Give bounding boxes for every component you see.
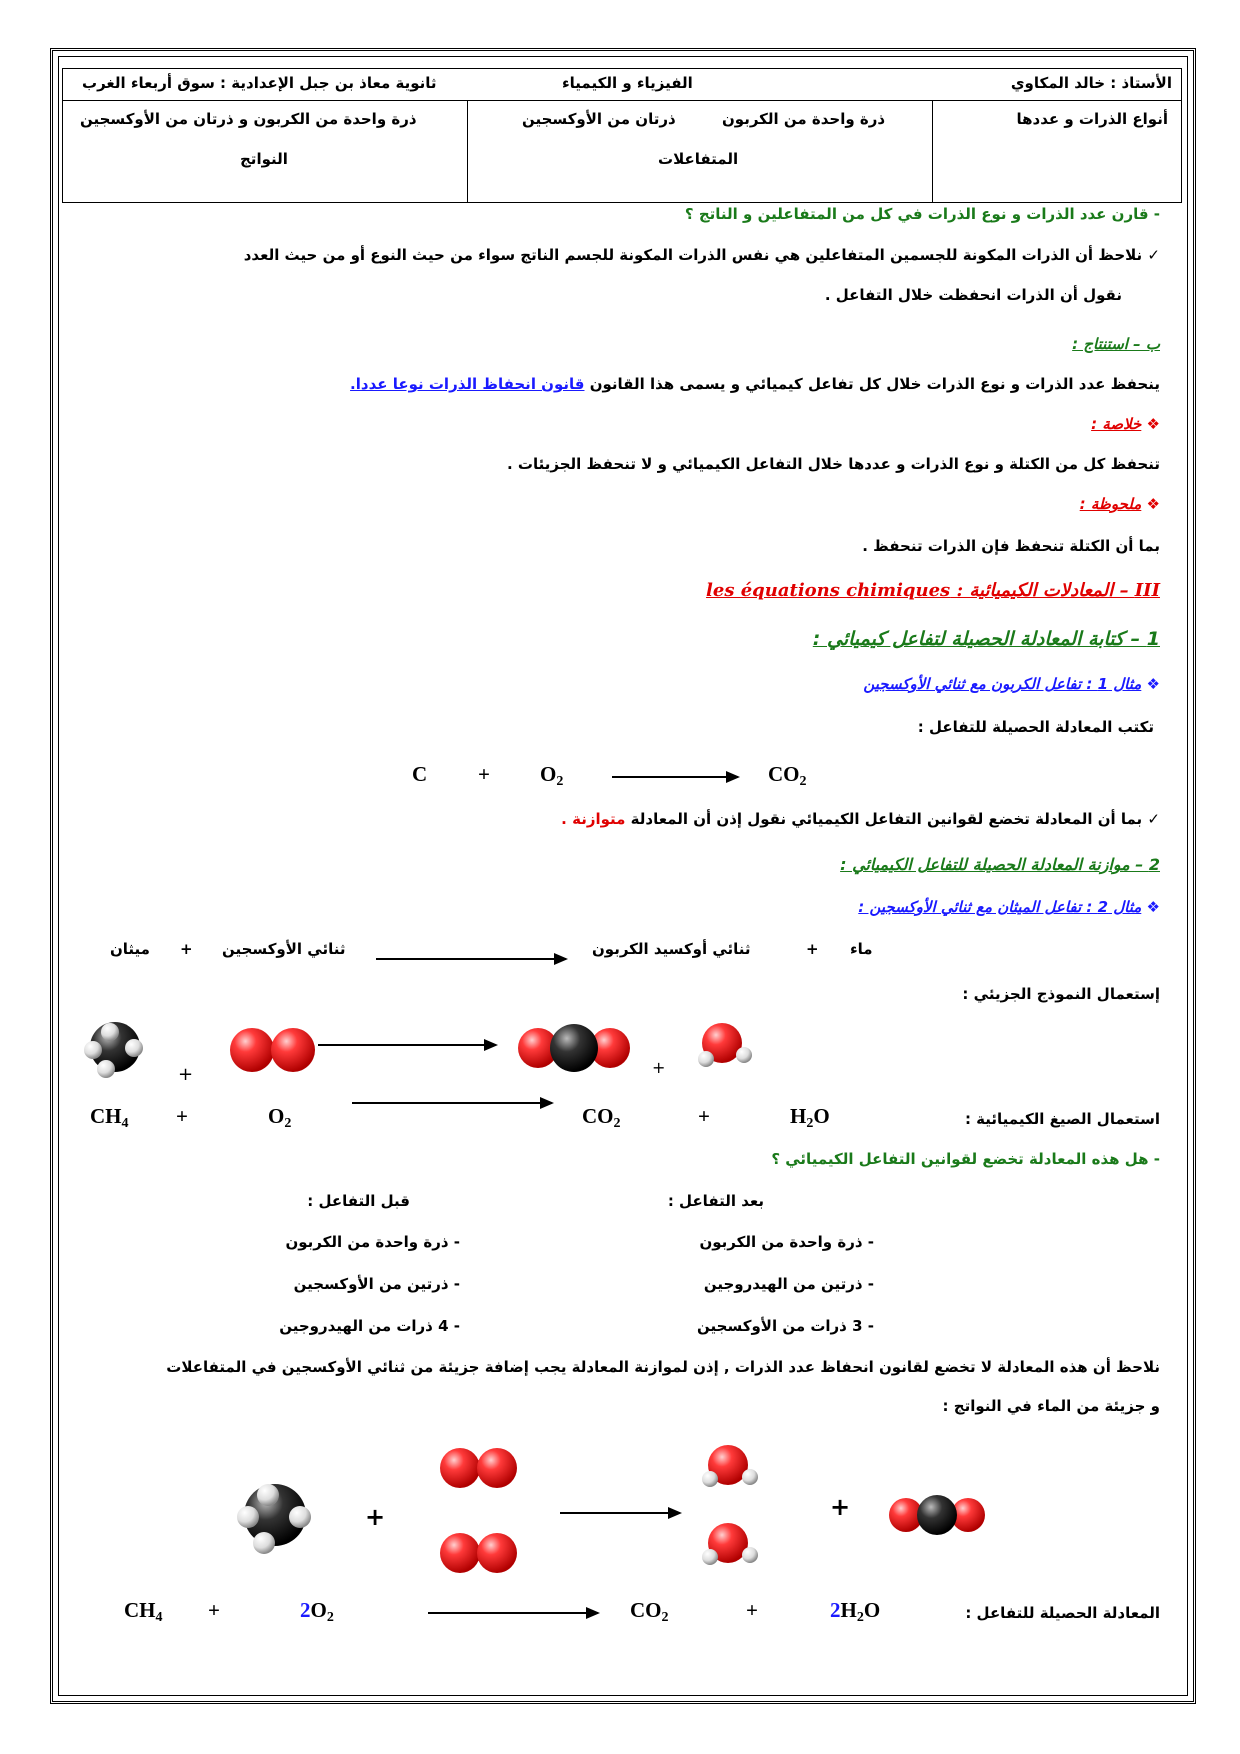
eq1-carbon: C [412, 762, 428, 786]
eq2-plus-2: + [698, 1104, 710, 1128]
check-icon: ✓ [1147, 246, 1160, 264]
eq1-oxygen: $O_2$ [540, 762, 564, 789]
methane-molecule [84, 1022, 143, 1078]
diamond-icon: ❖ [1146, 898, 1160, 916]
model-plus-3: + [365, 1503, 386, 1531]
after-item-2: - ذرتين من الهيدروجين [703, 1275, 874, 1293]
water-molecule-1 [702, 1445, 758, 1487]
eq1-co2: $CO_2$ [768, 762, 807, 789]
col-divider-1 [932, 100, 933, 203]
model-arrow-head-2 [668, 1507, 682, 1519]
before-title: قبل التفاعل : [307, 1192, 410, 1210]
model-plus-4: + [830, 1493, 851, 1521]
note-heading [1080, 495, 1160, 513]
eq3-ch4: $CH_4$ [124, 1598, 163, 1625]
check-icon: ✓ [1147, 810, 1160, 828]
observation-2-line1: نلاحظ أن هذه المعادلة لا تخضع لقانون انحفاظ عدد الذرات , إذن لموازنة المعادلة يجب إضافة جزيئة من ثنائي الأوكسجين في المتفاعلات [166, 1358, 1160, 1376]
before-item-1: - ذرة واحدة من الكربون [285, 1233, 460, 1251]
conservation-law: قانون انحفاظ الذرات نوعا عددا. [350, 375, 585, 393]
word-methane: ميثان [110, 940, 150, 958]
subsection-1-title: 1 – كتابة المعادلة الحصيلة لتفاعل كيميائي : [812, 628, 1160, 650]
reactants-title: المتفاعلات [658, 150, 739, 168]
water-molecule [698, 1023, 752, 1067]
co2-molecule [518, 1024, 630, 1072]
after-item-1: - ذرة واحدة من الكربون [699, 1233, 874, 1251]
after-title: بعد التفاعل : [667, 1192, 764, 1210]
eq3-o2: $2O_2$ [300, 1598, 334, 1625]
eq2-h2o: $H_2O$ [790, 1104, 830, 1131]
products-atoms: ذرة واحدة من الكربون و ذرتان من الأوكسجين [80, 110, 417, 128]
example-1-intro: تكتب المعادلة الحصيلة للتفاعل : [917, 718, 1154, 736]
table-divider [62, 100, 1182, 101]
header-table [62, 68, 1182, 203]
balanced-statement [561, 810, 1160, 828]
observation-1-line1: نلاحظ أن الذرات المكونة للجسمين المتفاعلين هي نفس الذرات المكونة للجسم الناتج سواء من حيث النوع أو من حيث العدد [243, 246, 1143, 264]
conclusion-title: ب – استنتاج : [1072, 335, 1160, 353]
before-item-3: - 4 ذرات من الهيدروجين [279, 1317, 460, 1335]
products-title: النواتج [240, 150, 288, 168]
eq3-arrow [428, 1612, 598, 1614]
model-label: إستعمال النموذج الجزيئي : [962, 985, 1160, 1003]
word-co2: ثنائي أوكسيد الكربون [592, 940, 751, 958]
model-arrow-head [484, 1039, 498, 1051]
model-plus-2: + [652, 1058, 666, 1077]
word-o2: ثنائي الأوكسجين [222, 940, 346, 958]
word-water: ماء [850, 940, 873, 958]
diamond-icon: ❖ [1146, 675, 1160, 693]
note-text: بما أن الكتلة تنحفظ فإن الذرات تنحفظ . [862, 537, 1160, 555]
observation-1 [80, 246, 1160, 264]
balanced-text: بما أن المعادلة تخضع لقوانين التفاعل الكيميائي نقول إذن أن المعادلة [625, 810, 1143, 828]
example-1-title: مثال 1 : تفاعل الكربون مع ثنائي الأوكسجين [863, 675, 1142, 693]
oxygen-molecule-1 [440, 1448, 517, 1488]
summary-heading [1091, 415, 1160, 433]
water-molecule-2 [702, 1523, 758, 1565]
coefficient-h2o: 2 [830, 1598, 841, 1622]
eq2-o2: $O_2$ [268, 1104, 292, 1131]
observation-1-line2: نقول أن الذرات انحفظت خلال التفاعل . [824, 286, 1122, 304]
eq3-plus-1: + [208, 1598, 220, 1622]
diamond-icon: ❖ [1146, 495, 1160, 513]
header-row [72, 68, 1172, 100]
eq2-arrow [352, 1102, 552, 1104]
formula-label: استعمال الصيغ الكيميائية : [964, 1110, 1160, 1128]
eq3-plus-2: + [746, 1598, 758, 1622]
reactant-carbon: ذرة واحدة من الكربون [722, 110, 886, 128]
molecular-models-unbalanced [60, 1015, 1060, 1115]
section-3-title: III – المعادلات الكيميائية : les équations chimiques [706, 580, 1160, 601]
oxygen-molecule-2 [440, 1533, 517, 1573]
summary-title: خلاصة : [1091, 415, 1142, 433]
word-plus-1: + [806, 940, 819, 958]
example-2-title: مثال 2 : تفاعل الميثان مع ثنائي الأوكسجين : [858, 898, 1142, 916]
before-item-2: - ذرتين من الأوكسجين [293, 1275, 460, 1293]
methane-molecule [237, 1484, 311, 1554]
eq1-plus: + [478, 762, 490, 786]
example-1 [863, 675, 1160, 693]
molecular-models-balanced [220, 1435, 1000, 1595]
col-divider-2 [467, 100, 468, 203]
question-1: - قارن عدد الذرات و نوع الذرات في كل من المتفاعلين و الناتج ؟ [684, 205, 1160, 223]
after-item-3: - 3 ذرات من الأوكسجين [697, 1317, 874, 1335]
school-name: ثانوية معاذ بن جبل الإعدادية : سوق أربعاء الغرب [82, 74, 437, 92]
conclusion [350, 375, 1160, 393]
observation-2-line2: و جزيئة من الماء في النواتج : [942, 1397, 1160, 1415]
word-arrow [376, 958, 566, 960]
diamond-icon: ❖ [1146, 415, 1160, 433]
model-plus-1: + [178, 1064, 194, 1085]
final-label: المعادلة الحصيلة للتفاعل : [965, 1604, 1160, 1622]
conclusion-text: ينحفظ عدد الذرات و نوع الذرات خلال كل تفاعل كيميائي و يسمى هذا القانون [584, 375, 1160, 393]
question-2: - هل هذه المعادلة تخضع لقوانين التفاعل الكيميائي ؟ [771, 1150, 1160, 1168]
eq3-co2: $CO_2$ [630, 1598, 669, 1625]
eq2-co2: $CO_2$ [582, 1104, 621, 1131]
eq1-arrow [612, 776, 738, 778]
oxygen-molecule [230, 1028, 315, 1072]
balanced-word: متوازنة . [561, 810, 626, 828]
reactant-oxygen: ذرتان من الأوكسجين [522, 110, 676, 128]
subsection-2-title: 2 – موازنة المعادلة الحصيلة للتفاعل الكيميائي : [840, 855, 1160, 874]
example-2 [858, 898, 1160, 916]
word-plus-2: + [180, 940, 193, 958]
summary-text: تنحفظ كل من الكتلة و نوع الذرات و عددها خلال التفاعل الكيميائي و لا تنحفظ الجزيئات . [507, 455, 1160, 473]
co2-molecule [889, 1495, 985, 1535]
note-title: ملحوظة : [1079, 495, 1142, 513]
eq2-plus-1: + [176, 1104, 188, 1128]
teacher-name: الأستاذ : خالد المكاوي [1010, 74, 1172, 92]
eq3-h2o: $2H_2O$ [830, 1598, 881, 1625]
eq2-ch4: $CH_4$ [90, 1104, 129, 1131]
table-label: أنواع الذرات و عددها [1016, 110, 1168, 128]
coefficient-o2: 2 [300, 1598, 311, 1622]
subject-name: الفيزياء و الكيمياء [562, 74, 693, 92]
